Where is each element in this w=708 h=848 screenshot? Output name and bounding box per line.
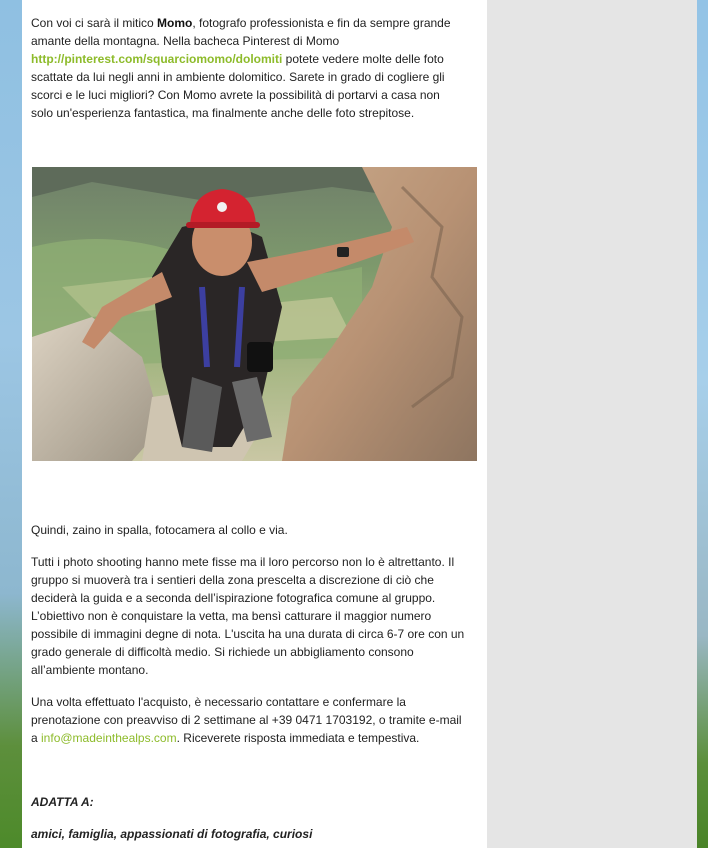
booking-text-1: Una volta effettuato l'acquisto, è necessario contattare e confermare la prenotazione con preavviso di 2 settimane al +39 0471 1703192, o tramite e-mail a [31, 695, 462, 745]
intro-text-1: Con voi ci sarà il mitico [31, 16, 158, 30]
intro-paragraph [31, 14, 471, 122]
page-background-left [0, 0, 22, 848]
intro-text-3: potete vedere molte delle foto scattate da lui negli anni in ambiente dolomitico. Sarete in grado di cogliere gli scorci e le luci migliori? Con Momo avrete la possibilità di portarvi a casa non solo un'esperienza fantastica, ma finalmente anche delle foto strepitose. [31, 52, 445, 120]
adatta-list: amici, famiglia, appassionati di fotografia, curiosi [31, 827, 313, 841]
paragraph-zaino: Quindi, zaino in spalla, fotocamera al collo e via. [31, 523, 288, 537]
page-background-right [697, 0, 708, 848]
pinterest-link[interactable]: http://pinterest.com/squarciomomo/dolomiti [31, 52, 283, 66]
paragraph-booking [31, 693, 471, 747]
booking-text-2: . Riceverete risposta immediata e tempestiva. [176, 731, 420, 745]
sidebar [487, 0, 697, 848]
email-link[interactable]: info@madeinthealps.com [41, 731, 177, 745]
intro-text-2: , fotografo professionista e fin da sempre grande amante della montagna. Nella bacheca Pinterest di Momo [31, 16, 451, 48]
photographer-name: Momo [157, 16, 193, 30]
climber-photo [32, 167, 477, 461]
adatta-heading: ADATTA A: [31, 795, 94, 809]
paragraph-photo-shooting: Tutti i photo shooting hanno mete fisse ma il loro percorso non lo è altrettanto. Il gruppo si muoverà tra i sentieri della zona prescelta a discrezione di ciò che deciderà la guida e a seconda dell’ispirazione fotografica comune al gruppo. L’obiettivo non è conquistare la vetta, ma bensì catturare il maggior numero possibile di immagini degne di nota. L'uscita ha una durata di circa 6-7 ore con un grado generale di difficoltà medio. Si richiede un abbigliamento consono all’ambiente montano. [31, 555, 465, 677]
main-content [22, 0, 487, 848]
